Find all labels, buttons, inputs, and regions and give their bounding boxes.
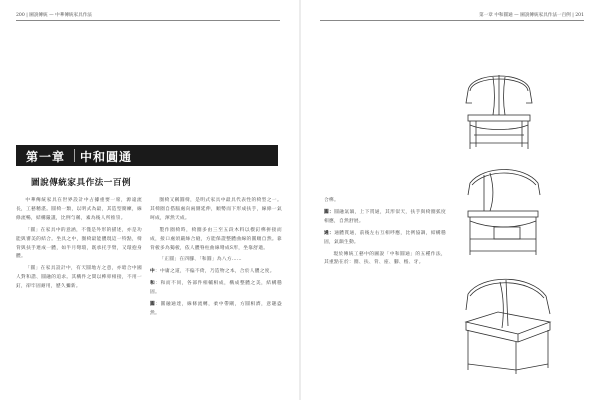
paragraph: 合榫。	[324, 198, 339, 203]
chapter-number: 第一章	[26, 150, 66, 164]
note-text: 和而不同，各部件相輔相成，構成整體之美，結構穩固。	[150, 281, 282, 296]
note-item: 圓：圓融通達，線條流轉，柔中帶剛，方圓相濟，意趣盎然。	[150, 302, 282, 316]
chapter-title: 中和圓通	[80, 150, 133, 164]
body-column-a	[16, 197, 142, 295]
banner-divider	[74, 149, 75, 162]
note-key: 和	[150, 281, 156, 287]
chair-front-drawing	[460, 63, 538, 153]
chair-perspective-drawing	[458, 274, 554, 378]
paragraph: 圈椅又稱圓椅，是明式家具中最具代表性的椅型之一。其椅圈自搭腦處向兩側延伸，順勢而下形成扶手，線條一氣呵成，渾然天成。	[150, 198, 282, 221]
header-rule-right	[320, 20, 584, 21]
body-column-c	[324, 197, 446, 271]
chair-figure-front	[460, 63, 538, 153]
note-item: 中：中庸之道，不偏不倚，乃造物之本，合於人體之度。	[150, 269, 275, 275]
paragraph: 「圓」在家具中的意涵，不僅是外形的描述，亦是功能與審美的結合。坐具之中，圈椅最能體現這一特點，椅背與扶手連成一體，如半月彎環，既承托手臂，又環抱身體。	[16, 227, 142, 260]
header-rule-left	[16, 20, 280, 21]
paragraph: 現於傳統工藝中的圖說「中和圓通」的五種作法，其重點在於：圈、扶、背、座、腳、棖、牙。	[324, 251, 446, 266]
body-column-b	[150, 197, 282, 322]
item-lead: 通：	[324, 230, 335, 236]
chair-figure-side	[464, 163, 542, 259]
chair-side-drawing	[464, 163, 542, 259]
chapter-subtitle: 圖說傳統家具作法一百例	[31, 178, 132, 188]
running-head-left: 200 | 圖說傳統 — 中華傳統家具作法	[16, 13, 92, 18]
right-page	[300, 0, 600, 400]
note-text: 中庸之道，不偏不倚，乃造物之本，合於人體之度。	[160, 269, 275, 275]
note-text: 圓融通達，線條流轉，柔中帶剛，方圓相濟，意趣盎然。	[150, 302, 282, 316]
chapter-banner	[16, 145, 278, 166]
running-head-right: 第一章 中和圓通 — 圖說傳統家具作法一百例 | 201	[479, 13, 584, 18]
paragraph: 圓：圓融氣韻，上下貫通，其形似天，扶手與椅圈弧度相應，自然舒展。	[324, 209, 446, 224]
paragraph: 「圓」在家具設計中，有天圓地方之意，亦暗合中國人對和諧、圓融的追求。其構件之間以榫卯相接，不用一釘，卻牢固耐用，歷久彌新。	[16, 266, 142, 290]
note-key: 圓	[150, 302, 156, 308]
chair-figure-perspective	[458, 274, 554, 378]
note-key: 中	[150, 269, 155, 275]
paragraph: 製作圈椅時，椅圈多由三至五段木料以楔釘榫拼接而成，接口處須嚴絲合縫，方能保證整體曲線的圓順自然。靠背板多為獨板，依人體脊柱曲線彎成S形，坐靠舒適。	[150, 227, 282, 251]
item-lead: 圓：	[324, 209, 335, 215]
paragraph: 「正圓」在四腳、「和圓」為八方……	[159, 257, 242, 263]
paragraph: 通：通體貫通，前後左右互相呼應，比例協調，結構穩固，氣韻生動。	[324, 230, 446, 245]
note-item: 和：和而不同，各部件相輔相成，構成整體之美，結構穩固。	[150, 281, 282, 296]
paragraph: 中華傳統家具在世界設計中占據重要一席，源遠流長，工藝精湛。圓椅一類，以明式為最，其造型簡練，線條流暢，結構嚴謹，比例勻稱，素為後人所推崇。	[16, 198, 142, 221]
